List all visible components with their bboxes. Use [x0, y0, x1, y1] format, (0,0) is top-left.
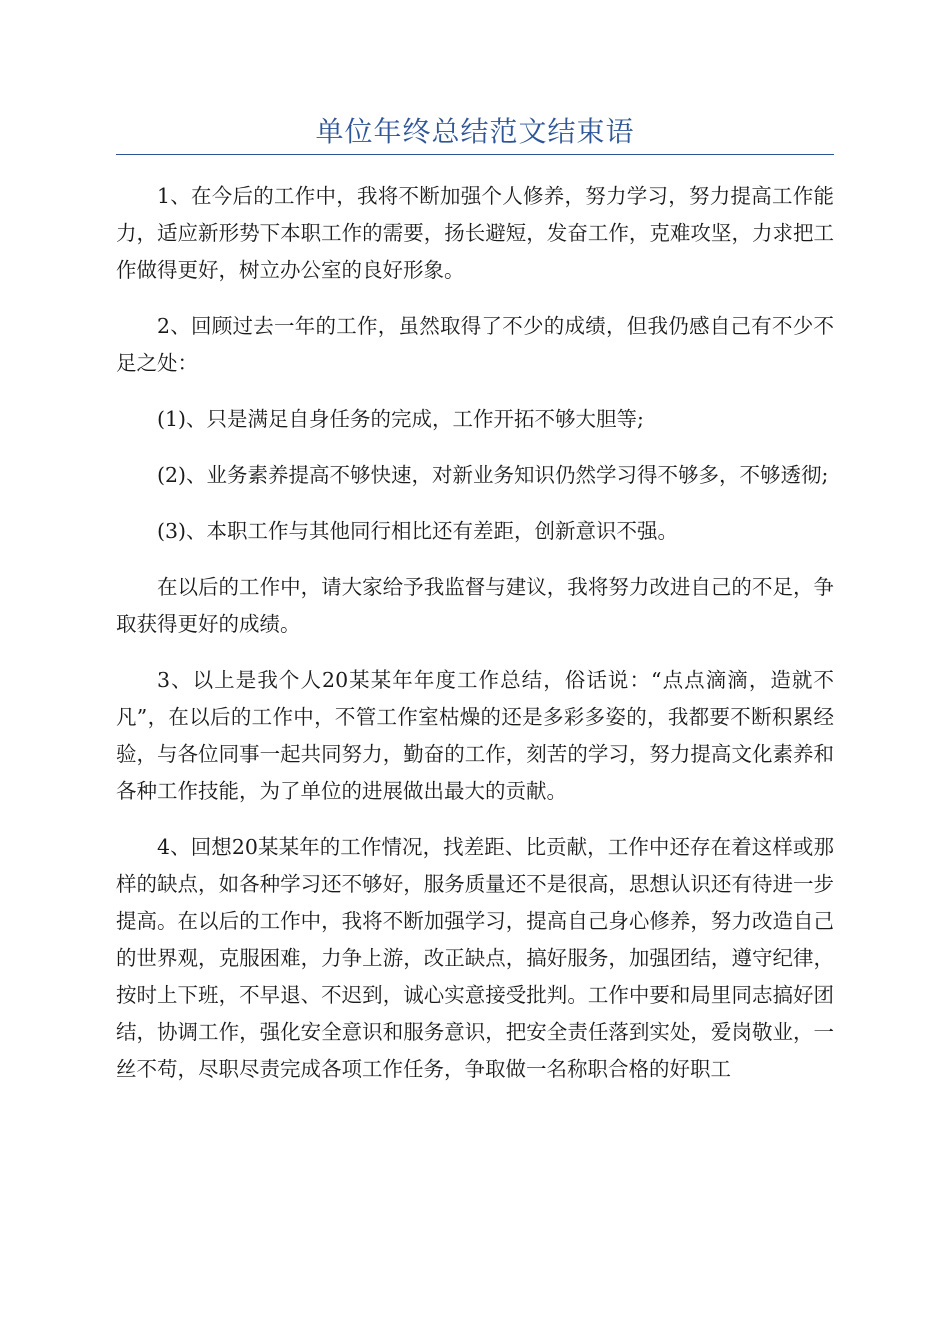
document-body: [116, 178, 834, 1107]
paragraph-2-item-2: (2)、业务素养提高不够快速，对新业务知识仍然学习得不够多，不够透彻;: [157, 463, 829, 487]
paragraph-improvement: 在以后的工作中，请大家给予我监督与建议，我将努力改进自己的不足，争取获得更好的成绩。: [116, 575, 834, 636]
title-underline: [116, 154, 834, 155]
paragraph-1: 1、在今后的工作中，我将不断加强个人修养，努力学习，努力提高工作能力，适应新形势下本职工作的需要，扬长避短，发奋工作，克难攻坚，力求把工作做得更好，树立办公室的良好形象。: [116, 184, 834, 282]
paragraph-2: 2、回顾过去一年的工作，虽然取得了不少的成绩，但我仍感自己有不少不足之处：: [116, 314, 834, 375]
paragraph-4: 4、回想20某某年的工作情况，找差距、比贡献，工作中还存在着这样或那样的缺点，如各种学习还不够好，服务质量还不是很高，思想认识还有待进一步提高。在以后的工作中，我将不断加强学习，提高自己身心修养，努力改造自己的世界观，克服困难，力争上游，改正缺点，搞好服务，加强团结，遵守纪律，按时上下班，不早退、不迟到，诚心实意接受批判。工作中要和局里同志搞好团结，协调工作，强化安全意识和服务意识，把安全责任落到实处，爱岗敬业，一丝不苟，尽职尽责完成各项工作任务，争取做一名称职合格的好职工: [116, 835, 834, 1081]
paragraph-2-item-3: (3)、本职工作与其他同行相比还有差距，创新意识不强。: [157, 519, 679, 543]
document-title: 单位年终总结范文结束语: [315, 115, 635, 148]
paragraph-3: 3、以上是我个人20某某年年度工作总结，俗话说：“点点滴滴，造就不凡”，在以后的工作中，不管工作室枯燥的还是多彩多姿的，我都要不断积累经验，与各位同事一起共同努力，勤奋的工作，刻苦的学习，努力提高文化素养和各种工作技能，为了单位的进展做出最大的贡献。: [116, 668, 834, 803]
paragraph-2-item-1: (1)、只是满足自身任务的完成，工作开拓不够大胆等;: [157, 407, 644, 431]
